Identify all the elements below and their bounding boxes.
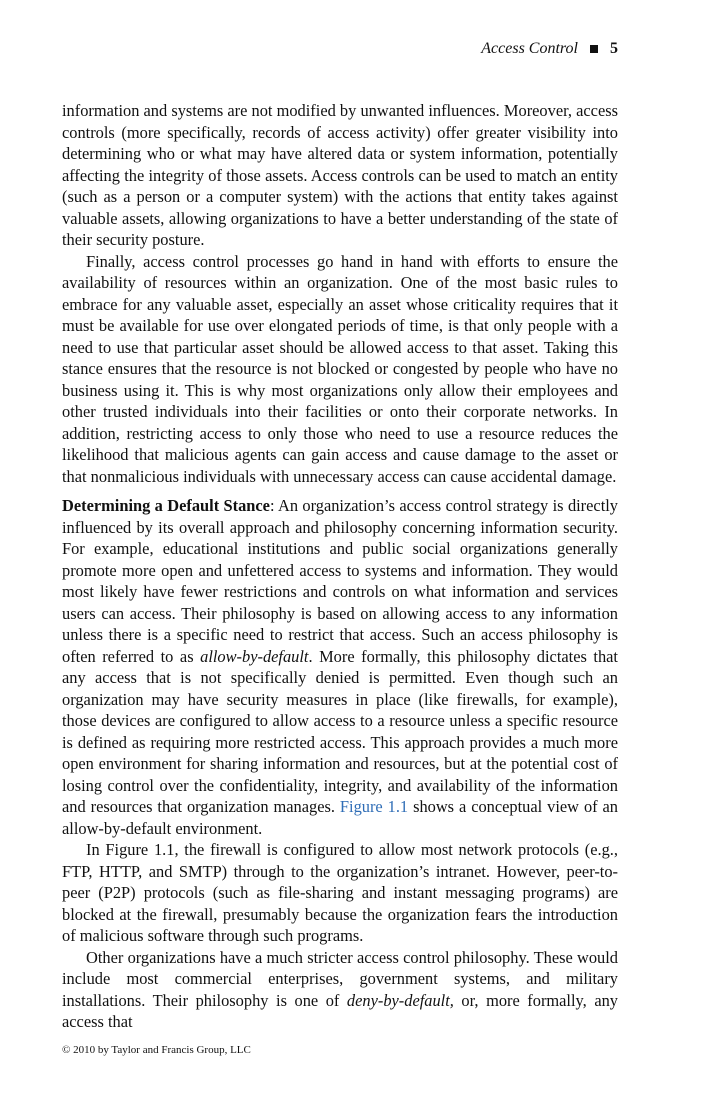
term-deny-by-default: deny-by-default, (346, 990, 454, 1010)
section-title: Access Control (481, 40, 578, 57)
run-in-heading: Determining a Default Stance (62, 496, 270, 515)
page-number: 5 (610, 40, 618, 57)
paragraph-5-part-a: Other organizations have a much stricter access control philosophy. These would include most commercial enterprises, government systems, and military installations. Their philosophy is one of (62, 947, 618, 1010)
copyright-footer: © 2010 by Taylor and Francis Group, LLC (62, 1044, 251, 1056)
square-bullet-icon (590, 45, 598, 53)
body-text (62, 100, 618, 1033)
paragraph-4: In Figure 1.1, the firewall is configured to allow most network protocols (e.g., FTP, HTTP, and SMTP) through to the organization’s intranet. However, peer-to-peer (P2P) protocols (such as file-sharing and instant messaging programs) are blocked at the firewall, presumably because the organization fears the introduction of malicious software through such programs. (62, 840, 618, 945)
running-header (481, 40, 618, 58)
paragraph-2: Finally, access control processes go hand in hand with efforts to ensure the availability of resources within an organization. One of the most basic rules to embrace for any valuable asset, especially an asset whose criticality requires that it must be available for use over elongated periods of time, is that only people with a need to use that particular asset should be allowed access to that asset. Taking this stance ensures that the resource is not blocked or congested by people who have no business using it. This is why most organizations only allow their employees and other trusted individuals into their facilities or onto their corporate networks. In addition, restricting access to only those who need to use a resource reduces the likelihood that malicious agents can gain access and cause damage to the asset or that nonmalicious individuals with unnecessary access can cause accidental damage. (62, 251, 618, 486)
paragraph-3-part-b: . More formally, this philosophy dictates that any access that is not specifically denied is permitted. Even though such an organization may have security measures in place (like firewalls, for example), those devices are configured to allow access to a resource unless a specific resource is defined as requiring more restricted access. This approach provides a much more open environment for sharing information and resources, but at the potential cost of losing control over the confidentiality, integrity, and availability of the information and resources that organization manages. (62, 646, 618, 816)
paragraph-default-stance (62, 495, 618, 839)
term-allow-by-default: allow-by-default (200, 646, 309, 666)
paragraph-3-part-c: shows a conceptual view of an allow-by-default environment. (62, 797, 619, 838)
paragraph-5 (62, 947, 618, 1033)
paragraph-5-part-b: or, more formally, any access that (62, 990, 618, 1031)
figure-link[interactable]: Figure 1.1 (339, 797, 409, 816)
paragraph-3-part-a: : An organization’s access control strategy is directly influenced by its overall approach and philosophy concerning information security. For example, educational institutions and public social organizations generally promote more open and unfettered access to systems and information. They would most likely have fewer restrictions and controls on what information and services users can access. Their philosophy is based on allowing access to any information unless there is a specific need to restrict that access. Such an access philosophy is often referred to as (62, 496, 618, 666)
paragraph-1: information and systems are not modified by unwanted influences. Moreover, access controls (more specifically, records of access activity) offer greater visibility into determining who or what may have altered data or system information, potentially affecting the integrity of those assets. Access controls can be used to match an entity (such as a person or a computer system) with the actions that entity takes against valuable assets, allowing organizations to have a better understanding of the state of their security posture. (62, 101, 618, 249)
